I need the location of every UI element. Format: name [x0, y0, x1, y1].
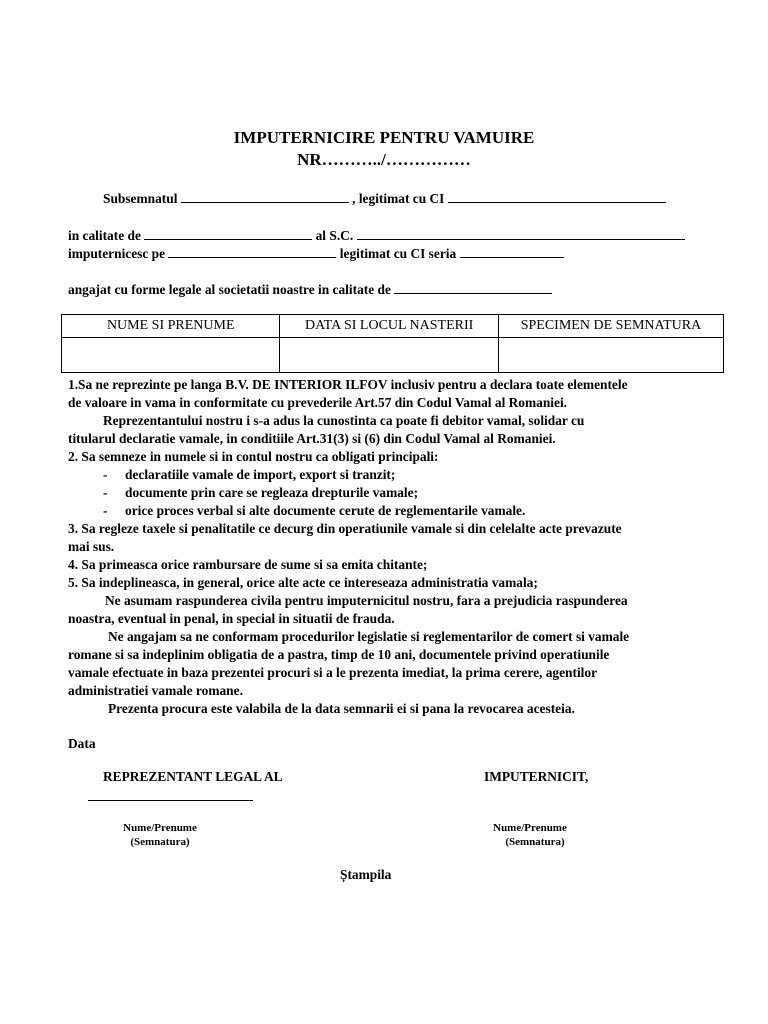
sc-blank[interactable]	[357, 227, 685, 240]
legal-representative-title: REPREZENTANT LEGAL AL	[103, 769, 283, 784]
legitimat-ci-label: , legitimat cu CI	[352, 191, 445, 206]
bullet-dash: -	[103, 485, 108, 500]
bullet-dash: -	[103, 503, 108, 518]
cell-nume-prenume[interactable]	[62, 338, 280, 373]
bullet-dash: -	[103, 467, 108, 482]
angajat-blank[interactable]	[394, 281, 552, 294]
clause-5: 5. Sa indeplineasca, in general, orice alte acte ce intereseaza administratia vamala;	[68, 575, 538, 590]
clause-1b-line-2: titularul declaratie vamale, in conditiile Art.31(3) si (6) din Codul Vamal al Romaniei.	[68, 431, 556, 446]
clause-2: 2. Sa semneze in numele si in contul nostru ca obligati principali:	[68, 449, 439, 464]
clause-4: 4. Sa primeasca orice rambursare de sume si sa emita chitante;	[68, 557, 428, 572]
document-title: IMPUTERNICIRE PENTRU VAMUIRE	[233, 128, 535, 147]
liability-line-2: noastra, eventual in penal, in special in situatii de frauda.	[68, 611, 395, 626]
al-sc-label: al S.C.	[315, 228, 354, 243]
data-label: Data	[68, 736, 96, 751]
clause-1-line-1: 1.Sa ne reprezinte pe langa B.V. DE INTERIOR ILFOV inclusiv pentru a declara toate elementele	[68, 377, 628, 392]
in-calitate-label: in calitate de	[68, 228, 141, 243]
clause-3-line-2: mai sus.	[68, 539, 115, 554]
stamp-label: Ștampila	[340, 867, 392, 882]
commitment-line-1: Ne angajam sa ne conformam procedurilor legislatie si reglementarilor de comert si vamale	[108, 629, 630, 644]
specimen-table	[61, 314, 724, 373]
commitment-line-3: vamale efectuate in baza prezentei procuri si a le prezenta imediat, la prima cerere, agentilor	[68, 665, 598, 680]
clause-3-line-1: 3. Sa regleze taxele si penalitatile ce decurg din operatiunile vamale si din celelalte acte prevazute	[68, 521, 622, 536]
commitment-line-2: romane si sa indeplinim obligatia de a pastra, timp de 10 ani, documentele privind operatiunile	[68, 647, 610, 662]
header-data-locul-nasterii: DATA SI LOCUL NASTERII	[280, 315, 498, 338]
signature-line[interactable]	[88, 800, 253, 801]
document-number: NR………../……………	[297, 150, 471, 169]
angajat-row	[68, 281, 552, 298]
subsemnatul-blank[interactable]	[181, 190, 349, 203]
cell-specimen-semnatura[interactable]	[498, 338, 723, 373]
bullet-item-1: declaratiile vamale de import, export si tranzit;	[125, 467, 396, 482]
subsemnatul-row	[103, 190, 666, 207]
imputernicesc-label: imputernicesc pe	[68, 246, 166, 261]
ci-seria-label: legitimat cu CI seria	[339, 246, 457, 261]
calitate-blank[interactable]	[144, 227, 312, 240]
calitate-row	[68, 227, 685, 244]
table-row	[62, 338, 724, 373]
clause-1b-line-1: Reprezentantului nostru i s-a adus la cunostinta ca poate fi debitor vamal, solidar cu	[103, 413, 585, 428]
angajat-label: angajat cu forme legale al societatii noastre in calitate de	[68, 282, 391, 297]
left-signature-label: (Semnatura)	[130, 836, 190, 848]
liability-line-1: Ne asumam raspunderea civila pentru imputernicitul nostru, fara a prejudicia raspunderea	[105, 593, 628, 608]
header-nume-prenume: NUME SI PRENUME	[62, 315, 280, 338]
left-name-label: Nume/Prenume	[123, 822, 197, 834]
right-name-label: Nume/Prenume	[493, 822, 567, 834]
imputernicesc-row	[68, 245, 564, 262]
ci-blank[interactable]	[448, 190, 666, 203]
right-signature-label: (Semnatura)	[505, 836, 565, 848]
imputernicit-title: IMPUTERNICIT,	[484, 769, 589, 784]
commitment-line-4: administratiei vamale romane.	[68, 683, 243, 698]
validity-statement: Prezenta procura este valabila de la data semnarii ei si pana la revocarea acesteia.	[108, 701, 575, 716]
subsemnatul-label: Subsemnatul	[103, 191, 178, 206]
header-specimen-semnatura: SPECIMEN DE SEMNATURA	[498, 315, 723, 338]
ci-seria-blank[interactable]	[460, 245, 564, 258]
bullet-item-3: orice proces verbal si alte documente cerute de reglementarile vamale.	[125, 503, 526, 518]
imputernicesc-blank[interactable]	[168, 245, 336, 258]
table-header-row	[62, 315, 724, 338]
cell-data-locul-nasterii[interactable]	[280, 338, 498, 373]
bullet-item-2: documente prin care se regleaza drepturile vamale;	[125, 485, 419, 500]
clause-1-line-2: de valoare in vama in conformitate cu prevederile Art.57 din Codul Vamal al Romaniei.	[68, 395, 568, 410]
